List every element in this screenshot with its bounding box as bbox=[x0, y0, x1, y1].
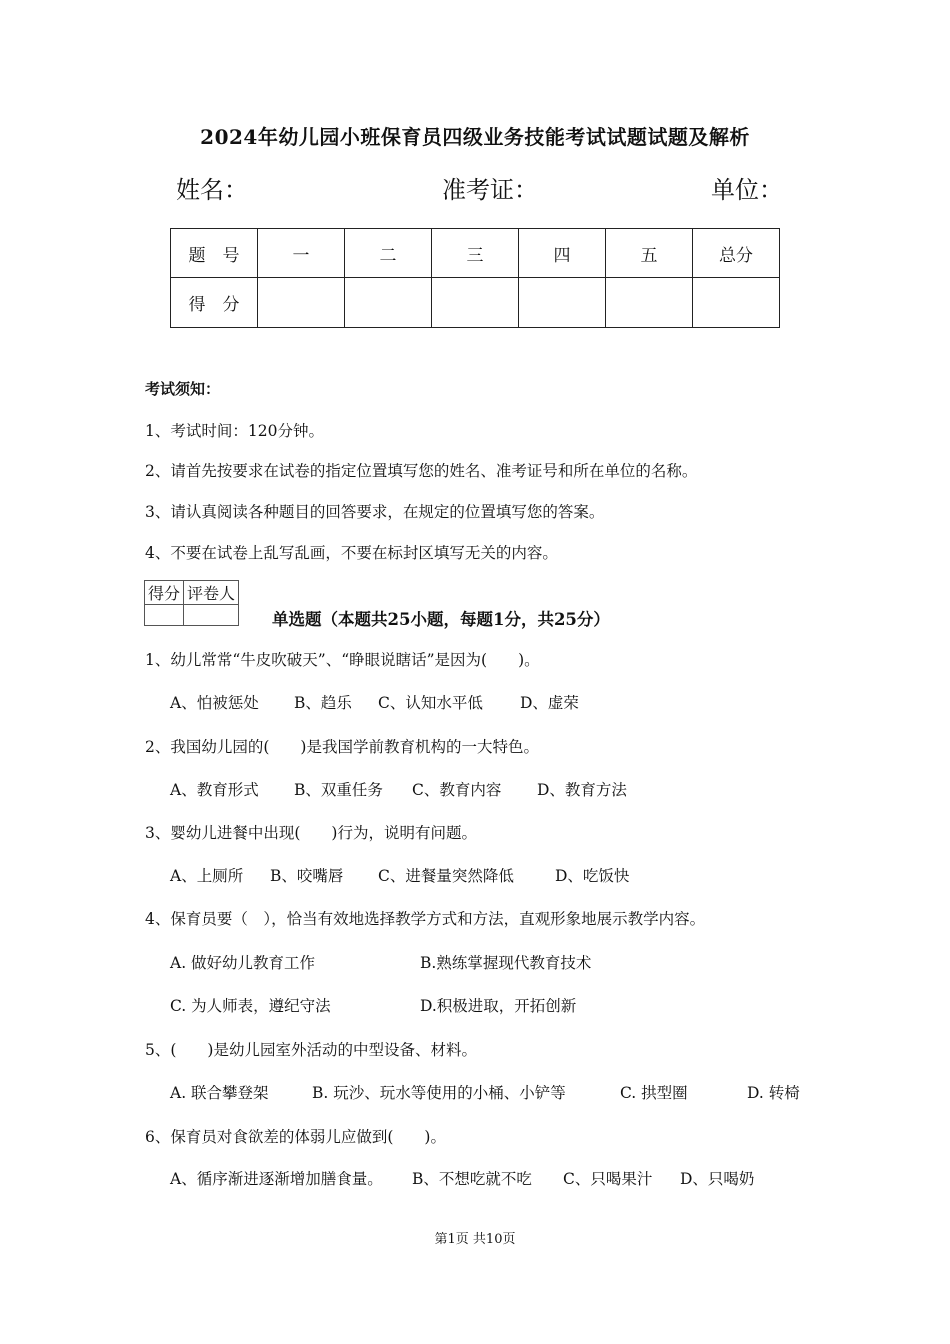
question-option[interactable]: B、双重任务 bbox=[294, 781, 383, 799]
score-table-column-header: 一 bbox=[258, 229, 345, 278]
question-option[interactable]: D、虚荣 bbox=[520, 694, 579, 712]
question-option[interactable]: C、认知水平低 bbox=[378, 694, 483, 712]
grader-box-grader-cell[interactable] bbox=[184, 605, 239, 626]
question-option[interactable]: C. 为人师表，遵纪守法 bbox=[170, 997, 331, 1015]
question-option[interactable]: D、吃饭快 bbox=[555, 867, 630, 885]
question-stem: 4、保育员要（ ），恰当有效地选择教学方式和方法，直观形象地展示教学内容。 bbox=[145, 910, 706, 928]
section-title: 单选题（本题共25小题，每题1分，共25分） bbox=[272, 610, 610, 629]
question-stem: 3、婴幼儿进餐中出现( )行为，说明有问题。 bbox=[145, 824, 477, 842]
notice-item: 3、请认真阅读各种题目的回答要求，在规定的位置填写您的答案。 bbox=[145, 503, 605, 521]
score-table-row-label: 题 号 bbox=[171, 229, 258, 278]
score-cell[interactable] bbox=[606, 278, 693, 328]
score-cell[interactable] bbox=[345, 278, 432, 328]
score-table-column-header: 总分 bbox=[693, 229, 780, 278]
question-option[interactable]: B、咬嘴唇 bbox=[270, 867, 344, 885]
question-option[interactable]: D、教育方法 bbox=[537, 781, 627, 799]
question-option[interactable]: A、循序渐进逐渐增加膳食量。 bbox=[170, 1170, 383, 1188]
grader-box-score-label: 得分 bbox=[145, 581, 184, 605]
score-table bbox=[170, 228, 780, 328]
score-cell[interactable] bbox=[693, 278, 780, 328]
notice-heading: 考试须知： bbox=[145, 380, 221, 398]
question-stem: 5、( )是幼儿园室外活动的中型设备、材料。 bbox=[145, 1041, 477, 1059]
grader-box bbox=[144, 580, 239, 626]
question-stem: 6、保育员对食欲差的体弱儿应做到( )。 bbox=[145, 1128, 446, 1146]
question-option[interactable]: B. 玩沙、玩水等使用的小桶、小铲等 bbox=[312, 1084, 566, 1102]
page-title: 2024年幼儿园小班保育员四级业务技能考试试题试题及解析 bbox=[200, 125, 750, 149]
notice-item: 4、不要在试卷上乱写乱画，不要在标封区填写无关的内容。 bbox=[145, 544, 558, 562]
score-cell[interactable] bbox=[258, 278, 345, 328]
question-option[interactable]: B.熟练掌握现代教育技术 bbox=[420, 954, 592, 972]
score-table-score-row bbox=[171, 278, 780, 328]
score-table-column-header: 五 bbox=[606, 229, 693, 278]
name-field-label: 姓名： bbox=[176, 176, 248, 204]
question-option[interactable]: D. 转椅 bbox=[747, 1084, 800, 1102]
question-option[interactable]: C. 拱型圈 bbox=[620, 1084, 688, 1102]
score-table-column-header: 三 bbox=[432, 229, 519, 278]
question-option[interactable]: D.积极进取，开拓创新 bbox=[420, 997, 577, 1015]
notice-item: 1、考试时间：120分钟。 bbox=[145, 422, 324, 440]
question-option[interactable]: A. 做好幼儿教育工作 bbox=[170, 954, 316, 972]
score-cell[interactable] bbox=[432, 278, 519, 328]
question-option[interactable]: D、只喝奶 bbox=[680, 1170, 755, 1188]
score-cell[interactable] bbox=[519, 278, 606, 328]
notice-item: 2、请首先按要求在试卷的指定位置填写您的姓名、准考证号和所在单位的名称。 bbox=[145, 462, 698, 480]
question-stem: 2、我国幼儿园的( )是我国学前教育机构的一大特色。 bbox=[145, 738, 539, 756]
page-footer: 第1页 共10页 bbox=[434, 1232, 516, 1247]
question-option[interactable]: A、上厕所 bbox=[170, 867, 244, 885]
grader-box-grader-label: 评卷人 bbox=[184, 581, 239, 605]
question-option[interactable]: C、只喝果汁 bbox=[563, 1170, 653, 1188]
grader-box-score-cell[interactable] bbox=[145, 605, 184, 626]
score-table-row-label: 得 分 bbox=[171, 278, 258, 328]
question-option[interactable]: C、教育内容 bbox=[412, 781, 502, 799]
question-option[interactable]: B、不想吃就不吃 bbox=[412, 1170, 532, 1188]
question-option[interactable]: A. 联合攀登架 bbox=[170, 1084, 269, 1102]
unit-field-label: 单位： bbox=[711, 176, 783, 204]
score-table-header-row bbox=[171, 229, 780, 278]
question-option[interactable]: C、进餐量突然降低 bbox=[378, 867, 514, 885]
question-stem: 1、幼儿常常“牛皮吹破天”、“睁眼说瞎话”是因为( )。 bbox=[145, 651, 540, 669]
question-option[interactable]: A、怕被惩处 bbox=[170, 694, 259, 712]
score-table-column-header: 二 bbox=[345, 229, 432, 278]
question-option[interactable]: B、趋乐 bbox=[294, 694, 352, 712]
question-option[interactable]: A、教育形式 bbox=[170, 781, 259, 799]
exam-number-field-label: 准考证： bbox=[442, 176, 538, 204]
score-table-column-header: 四 bbox=[519, 229, 606, 278]
